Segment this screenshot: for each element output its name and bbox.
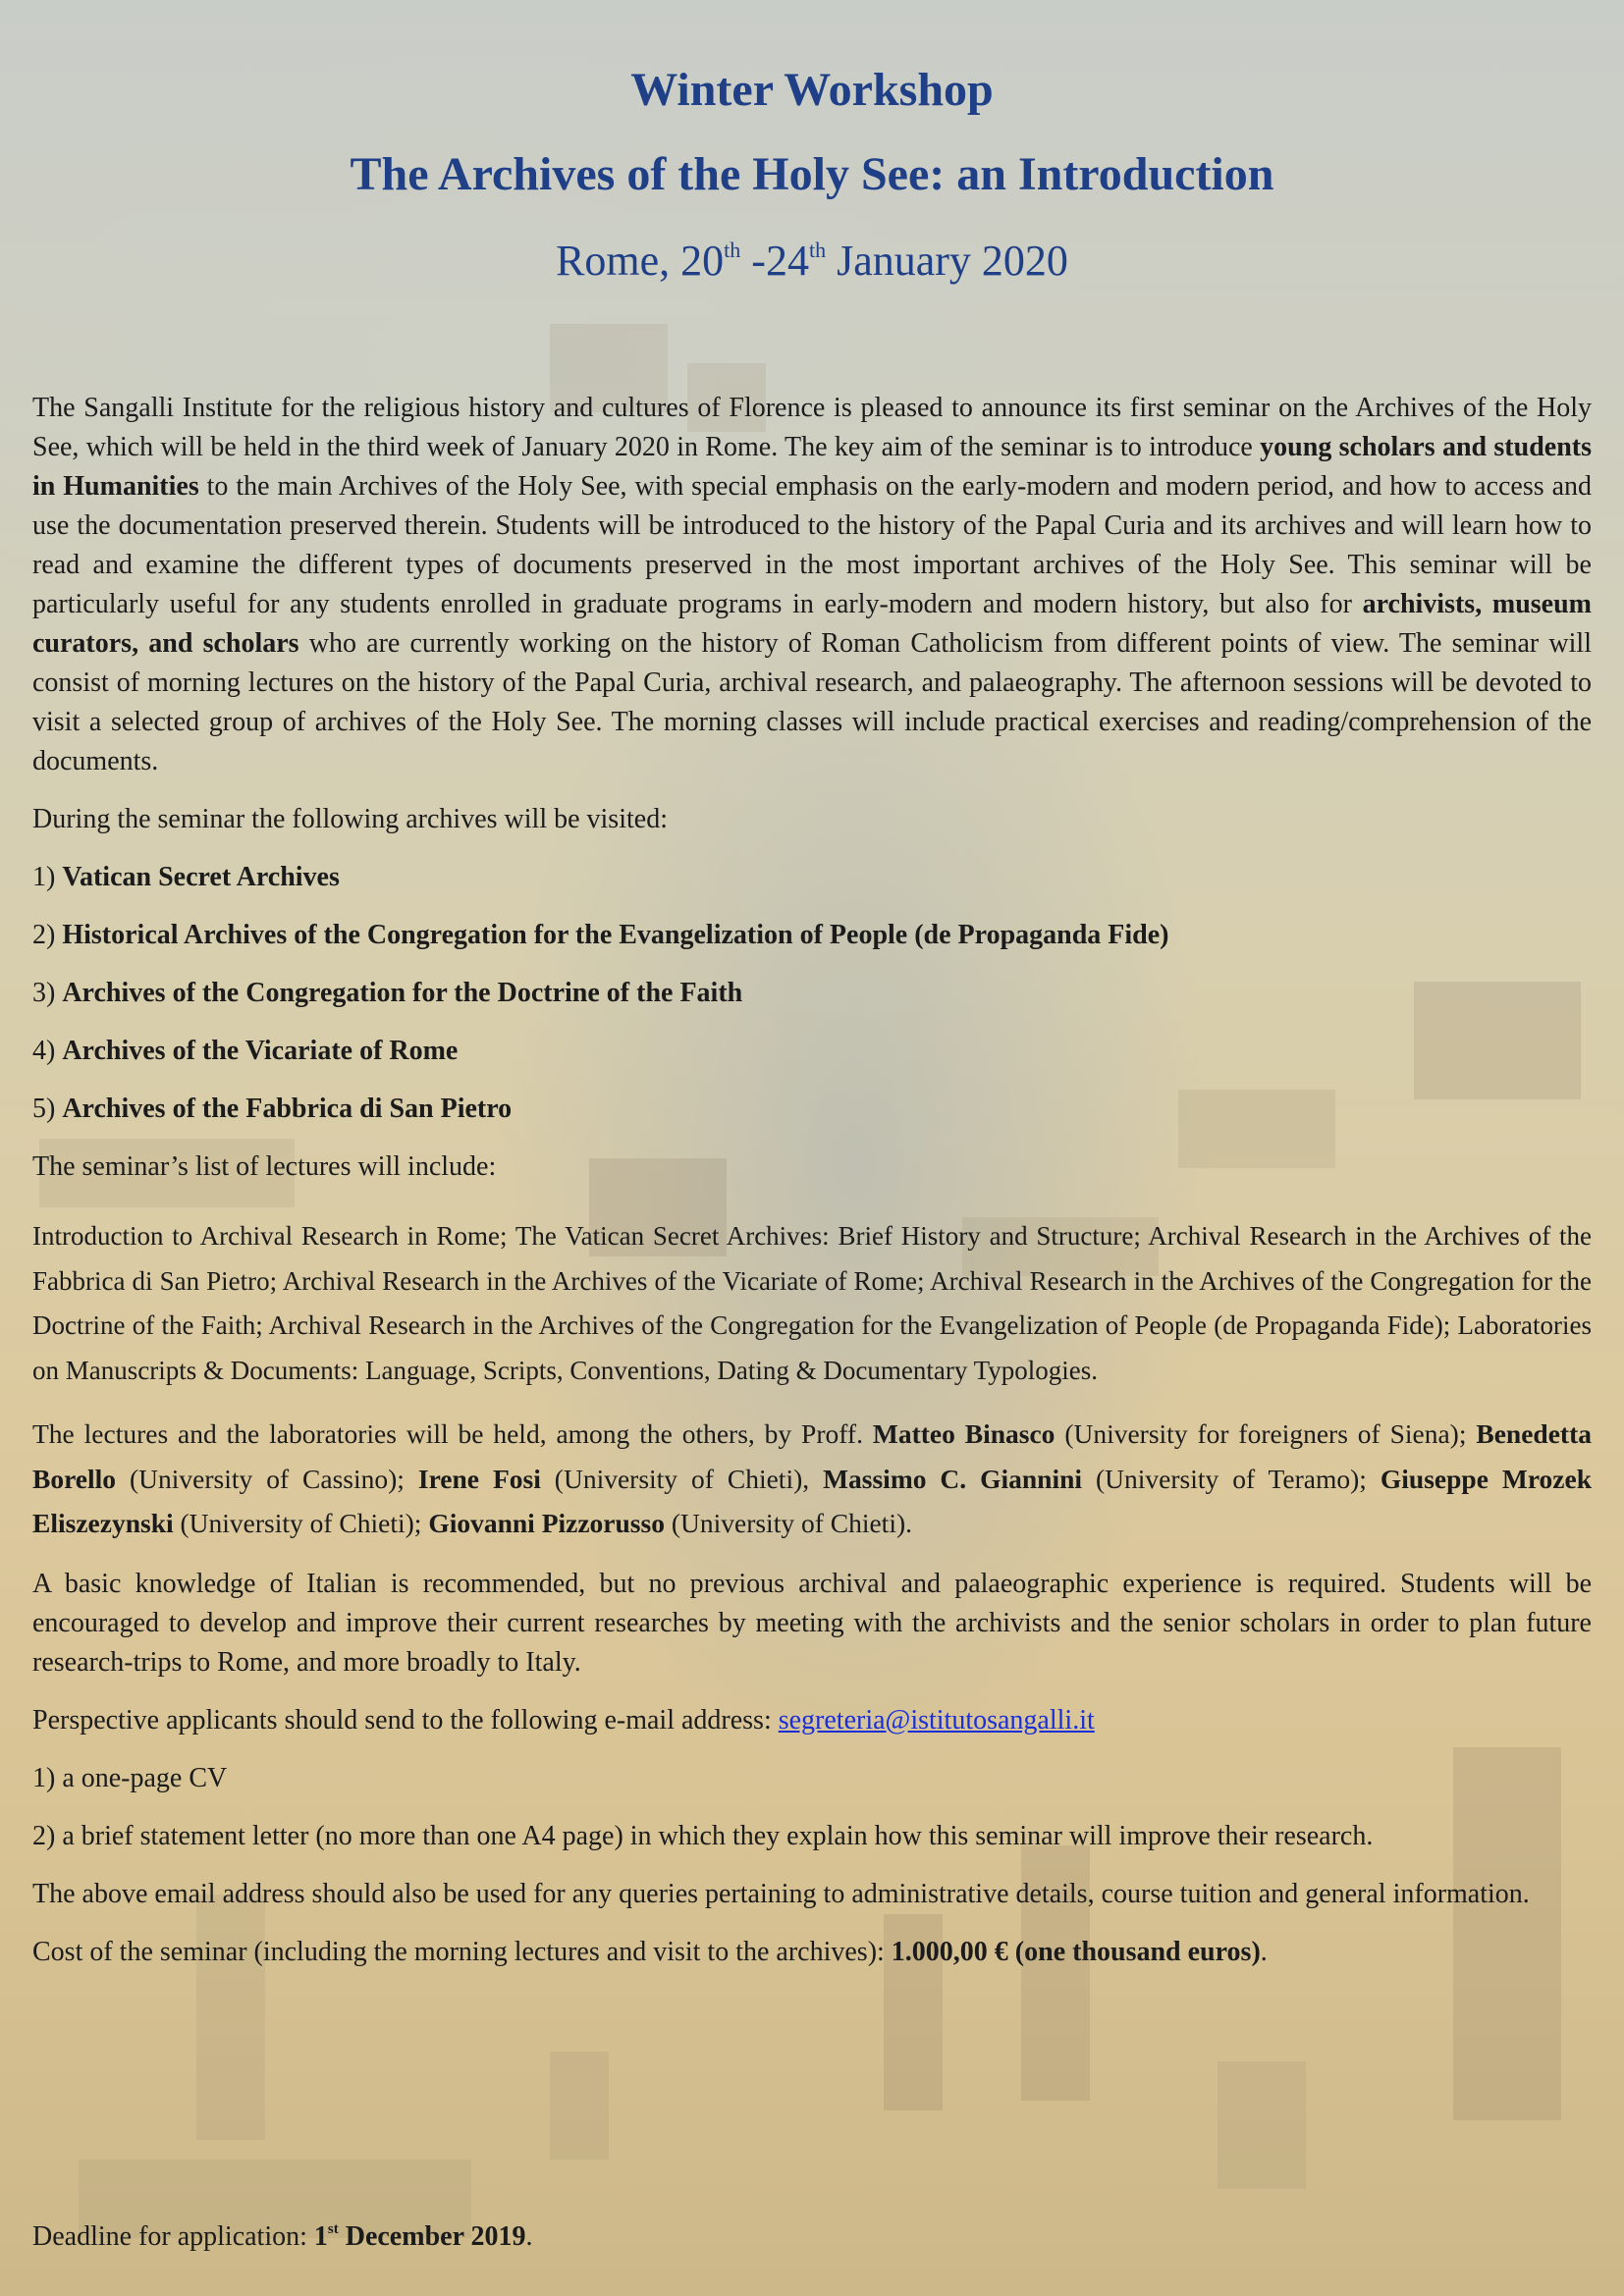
deadline-lead: Deadline for application: (32, 2221, 314, 2252)
application-item-1: 1) a one-page CV (32, 1762, 228, 1793)
lecturer-affiliation: (University of Teramo); (1082, 1463, 1380, 1494)
lecturer-name: Giuseppe Mrozek Eliszezynski (32, 1463, 1592, 1538)
location-date (32, 236, 1592, 286)
date-prefix: Rome, 20 (556, 237, 725, 285)
archive-item-2 (32, 916, 1592, 955)
lecturers-paragraph (32, 1412, 1592, 1546)
lectures-intro: The seminar’s list of lectures will include: (32, 1151, 497, 1182)
archive-num: 2) (32, 920, 63, 950)
archive-name: Archives of the Congregation for the Doctrine of the Faith (62, 978, 743, 1008)
lecturer-affiliation: (University of Chieti); (173, 1508, 429, 1538)
archive-name: Vatican Secret Archives (62, 862, 340, 892)
cost-line (32, 1933, 1592, 1972)
application-item-2: 2) a brief statement letter (no more than one A4 page) in which they explain how this seminar will improve their research. (32, 1820, 1374, 1851)
deadline-line (32, 2221, 532, 2253)
archive-name: Archives of the Fabbrica di San Pietro (62, 1094, 513, 1124)
requirements-paragraph: A basic knowledge of Italian is recommended, but no previous archival and palaeographic experience is required. Students will be encouraged to develop and improve their current researches by meeting with the archivists and the senior scholars in order to plan future research-trips to Rome, and more broadly to Italy. (32, 1568, 1592, 1678)
lecturer-affiliation: (University of Chieti). (664, 1508, 912, 1538)
date-sup-2: th (808, 238, 827, 262)
date-middle: -24 (740, 237, 809, 285)
cost-lead: Cost of the seminar (including the morning lectures and visit to the archives): (32, 1936, 892, 1967)
deadline-end: . (525, 2221, 533, 2252)
deadline-date (314, 2221, 526, 2252)
lecturer-name: Irene Fosi (417, 1463, 541, 1494)
page-subtitle: The Archives of the Holy See: an Introduction (350, 148, 1274, 200)
intro-paragraph (32, 389, 1592, 781)
archives-intro: During the seminar the following archives will be visited: (32, 804, 668, 834)
lecturer-affiliation: (University of Cassino); (116, 1463, 418, 1494)
date-suffix: January 2020 (826, 237, 1068, 285)
archive-item-5 (32, 1090, 1592, 1129)
intro-text-2: to the main Archives of the Holy See, with special emphasis on the early-modern and modern period, and how to access and use the documentation preserved therein. Students will be introduced to the history of the Papal Curia and its archives and will learn how to read and examine the different types of documents preserved in the most important archives of the Holy See. This seminar will be particularly useful for any students enrolled in graduate programs in early-modern and modern history, but also for (32, 471, 1592, 619)
lecturer-name: Giovanni Pizzorusso (428, 1508, 665, 1538)
intro-text-3: who are currently working on the history of Roman Catholicism from different points of view. The seminar will consist of morning lectures on the history of the Papal Curia, archival research, and palaeography. The afternoon sessions will be devoted to visit a selected group of archives of the Holy See. The morning classes will include practical exercises and reading/comprehension of the documents. (32, 628, 1592, 776)
archive-num: 1) (32, 862, 63, 892)
page-title: Winter Workshop (630, 64, 994, 116)
archive-name: Historical Archives of the Congregation for the Evangelization of People (de Propaganda Fide) (62, 920, 1169, 950)
intro-bold-1: young scholars and students in Humanities (32, 432, 1593, 502)
lecturer-affiliation: (University for foreigners of Siena); (1055, 1418, 1477, 1449)
body-content (32, 389, 1592, 1991)
deadline-sup: st (327, 2221, 339, 2237)
archive-num: 3) (32, 978, 63, 1008)
lecturer-name: Matteo Binasco (872, 1418, 1056, 1449)
application-instructions (32, 1701, 1592, 1740)
queries-paragraph: The above email address should also be used for any queries pertaining to administrative details, course tuition and general information. (32, 1878, 1530, 1909)
lecturer-affiliation: (University of Chieti), (540, 1463, 824, 1494)
archive-name: Archives of the Vicariate of Rome (62, 1036, 459, 1066)
application-lead: Perspective applicants should send to the following e-mail address: (32, 1704, 779, 1735)
email-link[interactable]: segreteria@istitutosangalli.it (778, 1704, 1095, 1735)
deadline-rest: December 2019 (338, 2221, 526, 2252)
deadline-day: 1 (313, 2221, 328, 2252)
cost-end: . (1260, 1936, 1268, 1967)
lecturer-name: Massimo C. Giannini (823, 1463, 1083, 1494)
lecturer-name: Benedetta Borello (32, 1418, 1592, 1494)
archive-item-1 (32, 858, 1592, 897)
lecturers-lead: The lectures and the laboratories will be held, among the others, by Proff. (32, 1418, 873, 1449)
date-sup-1: th (724, 238, 741, 262)
archive-num: 4) (32, 1036, 63, 1066)
archive-item-4 (32, 1032, 1592, 1071)
intro-bold-2: archivists, museum curators, and scholars (32, 589, 1592, 659)
lectures-list: Introduction to Archival Research in Rome; The Vatican Secret Archives: Brief History and Structure; Archival Research in the Archives of the Fabbrica di San Pietro; Archival Research in the Archives of the Vicariate of Rome; Archival Research in the Archives of the Congregation for the Doctrine of the Faith; Archival Research in the Archives of the Congregation for the Evangelization of People (de Propaganda Fide); Laboratories on Manuscripts & Documents: Language, Scripts, Conventions, Dating & Documentary Typologies. (32, 1221, 1592, 1385)
archive-item-3 (32, 974, 1592, 1013)
intro-text-1: The Sangalli Institute for the religious history and cultures of Florence is pleased to announce its first seminar on the Archives of the Holy See, which will be held in the third week of January 2020 in Rome. The key aim of the seminar is to introduce (32, 393, 1592, 462)
cost-amount: 1.000,00 € (one thousand euros) (891, 1936, 1261, 1967)
archive-num: 5) (32, 1094, 63, 1124)
